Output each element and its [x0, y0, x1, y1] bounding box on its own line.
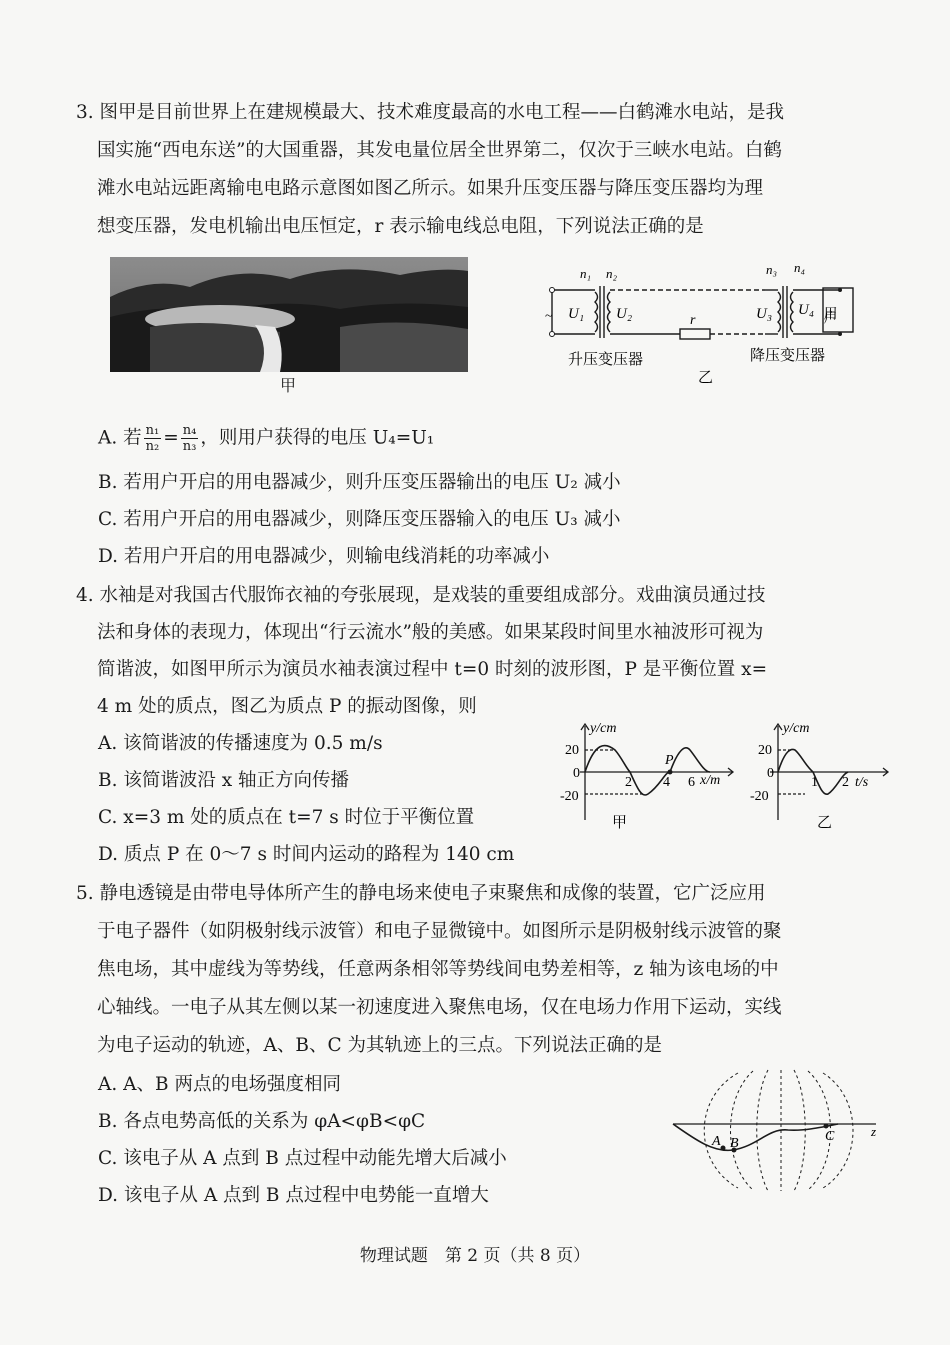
q5-line-4: 心轴线。一电子从其左侧以某一初速度进入聚焦电场，仅在电场力作用下运动，实线: [97, 997, 782, 1018]
vib-tick-2: 2: [842, 775, 849, 790]
wave-graph: [560, 720, 735, 835]
q3-line-1: 3. 图甲是目前世界上在建规模最大、技术难度最高的水电工程——白鹤滩水电站，是我: [76, 102, 785, 123]
q4-line-2: 法和身体的表现力，体现出“行云流水”般的美感。如果某段时间里水袖波形可视为: [97, 622, 764, 643]
q4-line-1: 4. 水袖是对我国古代服饰衣袖的夸张展现，是戏装的重要组成部分。戏曲演员通过技: [76, 585, 766, 606]
vib-y-top: 20: [758, 743, 772, 758]
dam-photo: [110, 257, 468, 372]
q3-line-2: 国实施“西电东送”的大国重器，其发电量位居全世界第二，仅次于三峡水电站。白鹤: [97, 140, 782, 161]
q3-option-a: A. 若 $\frac{\text{n₁}}{\text{n₂}}$ = $\frac{\text{n₄}}{\text{n₃}}$ ，则用户获得的电压 U₄=U₁: [98, 423, 435, 454]
wave-zero: 0: [573, 766, 580, 781]
q4-option-a: A. 该简谐波的传播速度为 0.5 m/s: [98, 733, 383, 754]
label-n4: n₄: [794, 262, 806, 275]
label-u3: U₃: [756, 306, 773, 322]
label-n1: n₁: [580, 266, 592, 281]
vib-tick-1: 1: [811, 775, 818, 790]
label-u1: U₁: [568, 306, 585, 322]
vib-caption: 乙: [817, 815, 833, 831]
photo-caption: 甲: [280, 376, 297, 395]
vib-y-bottom: -20: [750, 789, 769, 804]
lens-diagram: [668, 1068, 883, 1193]
q5-option-a: A. A、B 两点的电场强度相同: [98, 1074, 341, 1095]
wave-caption: 甲: [612, 815, 628, 831]
q5-option-b: B. 各点电势高低的关系为 φA<φB<φC: [98, 1111, 426, 1132]
q3-line-4: 想变压器，发电机输出电压恒定，r 表示输电线总电阻，下列说法正确的是: [97, 216, 704, 237]
point-b-label: B: [730, 1136, 739, 1151]
wave-y-top: 20: [565, 743, 579, 758]
ac-source-icon: ~: [545, 309, 553, 324]
q3-option-b: B. 若用户开启的用电器减少，则升压变压器输出的电压 U₂ 减小: [98, 472, 621, 493]
q5-option-c: C. 该电子从 A 点到 B 点过程中动能先增大后减小: [98, 1148, 507, 1169]
vibration-graph: [745, 720, 890, 835]
q5-line-2: 于电子器件（如阴极射线示波管）和电子显微镜中。如图所示是阴极射线示波管的聚: [97, 921, 782, 942]
q4-line-3: 简谐波，如图甲所示为演员水袖表演过程中 t=0 时刻的波形图，P 是平衡位置 x=: [97, 659, 768, 680]
point-a-label: A: [712, 1134, 721, 1149]
label-r: r: [690, 313, 696, 328]
q5-line-5: 为电子运动的轨迹，A、B、C 为其轨迹上的三点。下列说法正确的是: [97, 1035, 662, 1056]
label-step-up: 升压变压器: [568, 352, 644, 368]
z-axis-label: z: [871, 1124, 877, 1139]
wave-xlabel: x/m: [700, 773, 721, 788]
label-u2: U₂: [616, 306, 633, 322]
vib-zero: 0: [767, 766, 774, 781]
transmission-circuit: [540, 262, 860, 387]
wave-ylabel: y/cm: [590, 721, 617, 736]
q5-line-3: 焦电场，其中虚线为等势线，任意两条相邻等势线间电势差相等，z 轴为该电场的中: [97, 959, 779, 980]
label-u4: U₄: [798, 302, 815, 318]
wave-point-label: P: [665, 753, 674, 768]
wave-tick-6: 6: [688, 775, 695, 790]
q4-option-b: B. 该简谐波沿 x 轴正方向传播: [98, 770, 350, 791]
q4-option-d: D. 质点 P 在 0～7 s 时间内运动的路程为 140 cm: [98, 844, 515, 865]
q3-line-3: 滩水电站远距离输电电路示意图如图乙所示。如果升压变压器与降压变压器均为理: [97, 178, 764, 199]
label-n2: n₂: [606, 266, 618, 281]
q5-line-1: 5. 静电透镜是由带电导体所产生的静电场来使电子束聚焦和成像的装置，它广泛应用: [76, 883, 766, 904]
page-footer: 物理试题 第 2 页（共 8 页）: [359, 1246, 591, 1266]
point-p: [668, 770, 673, 775]
label-user: 用户: [821, 306, 837, 324]
circuit-caption: 乙: [698, 370, 714, 386]
vib-ylabel: y/cm: [783, 721, 810, 736]
q4-line-4: 4 m 处的质点，图乙为质点 P 的振动图像，则: [97, 696, 477, 717]
vib-xlabel: t/s: [855, 775, 869, 790]
wave-y-bottom: -20: [560, 789, 579, 804]
label-n3: n₃: [766, 262, 778, 277]
q3-option-d: D. 若用户开启的用电器减少，则输电线消耗的功率减小: [98, 546, 550, 567]
q3-option-c: C. 若用户开启的用电器减少，则降压变压器输入的电压 U₃ 减小: [98, 509, 621, 530]
wave-tick-2: 2: [625, 775, 632, 790]
point-c-label: C: [825, 1129, 835, 1144]
wave-tick-4: 4: [663, 775, 670, 790]
q5-option-d: D. 该电子从 A 点到 B 点过程中电势能一直增大: [98, 1185, 489, 1206]
q4-option-c: C. x=3 m 处的质点在 t=7 s 时位于平衡位置: [98, 807, 475, 828]
label-step-down: 降压变压器: [750, 348, 826, 364]
